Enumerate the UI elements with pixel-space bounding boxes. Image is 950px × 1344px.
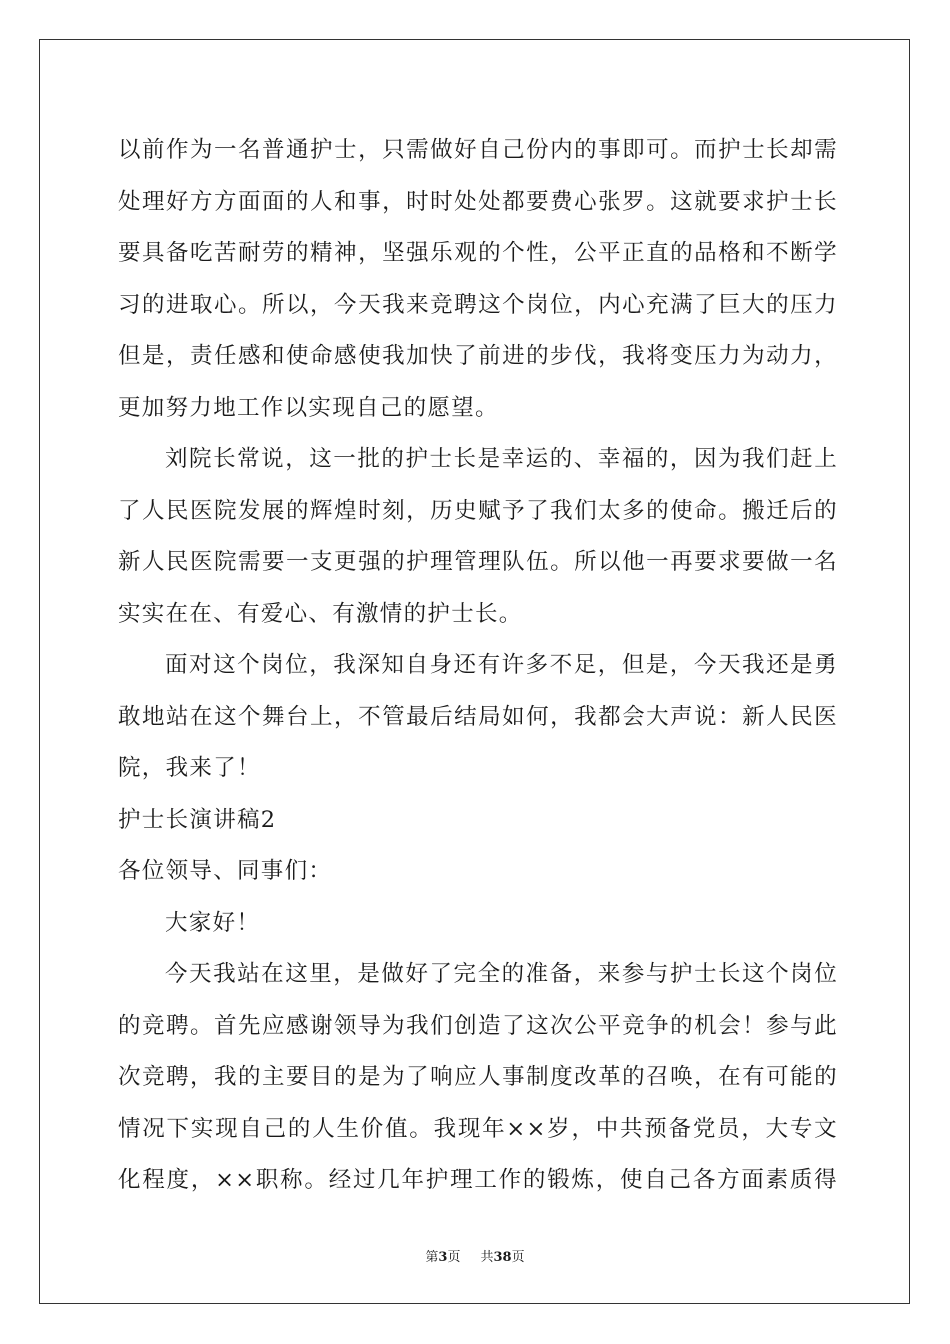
text-line: 刘院长常说，这一批的护士长是幸运的、幸福的，因为我们赶上: [165, 446, 838, 472]
text-line: 敢地站在这个舞台上，不管最后结局如何，我都会大声说：新人民医: [118, 703, 838, 730]
text-line: 更加努力地工作以实现自己的愿望。: [118, 394, 499, 421]
text-line: 今天我站在这里，是做好了完全的准备，来参与护士长这个岗位: [165, 961, 838, 987]
text-line: 新人民医院需要一支更强的护理管理队伍。所以他一再要求要做一名: [118, 549, 838, 575]
total-page-count: 38: [493, 1250, 512, 1265]
salutation: 各位领导、同事们：: [118, 858, 333, 884]
text-line: 的竞聘。首先应感谢领导为我们创造了这次公平竞争的机会！参与此: [118, 1012, 838, 1039]
text-line: 要具备吃苦耐劳的精神，坚强乐观的个性，公平正直的品格和不断学: [118, 240, 838, 266]
page-footer: [0, 1246, 950, 1265]
text-line: 次竞聘，我的主要目的是为了响应人事制度改革的召唤，在有可能的: [118, 1064, 838, 1090]
document-body: [118, 128, 838, 1210]
text-line: 了人民医院发展的辉煌时刻，历史赋予了我们太多的使命。搬迁后的: [118, 497, 838, 524]
text-line: 化程度，××职称。经过几年护理工作的锻炼，使自己各方面素质得: [118, 1167, 838, 1193]
text-line: 处理好方方面面的人和事，时时处处都要费心张罗。这就要求护士长: [118, 188, 838, 215]
text-line: 习的进取心。所以，今天我来竞聘这个岗位，内心充满了巨大的压力: [118, 291, 838, 318]
section-heading: 护士长演讲稿2: [118, 806, 277, 833]
text-line: 但是，责任感和使命感使我加快了前进的步伐，我将变压力为动力，: [118, 343, 838, 369]
text-line: 情况下实现自己的人生价值。我现年××岁，中共预备党员，大专文: [118, 1115, 838, 1142]
text-line: 院，我来了！: [118, 755, 261, 781]
text-line: 以前作为一名普通护士，只需做好自己份内的事即可。而护士长却需: [118, 137, 838, 163]
page-prefix: 第: [425, 1250, 439, 1265]
total-suffix: 页: [511, 1250, 525, 1265]
text-line: 面对这个岗位，我深知自身还有许多不足，但是，今天我还是勇: [165, 652, 838, 678]
text-line: 实实在在、有爱心、有激情的护士长。: [118, 600, 523, 627]
current-page-number: 3: [438, 1250, 448, 1265]
total-prefix: 共: [480, 1250, 494, 1265]
page-suffix: 页: [447, 1250, 461, 1265]
greeting: 大家好！: [165, 909, 261, 936]
